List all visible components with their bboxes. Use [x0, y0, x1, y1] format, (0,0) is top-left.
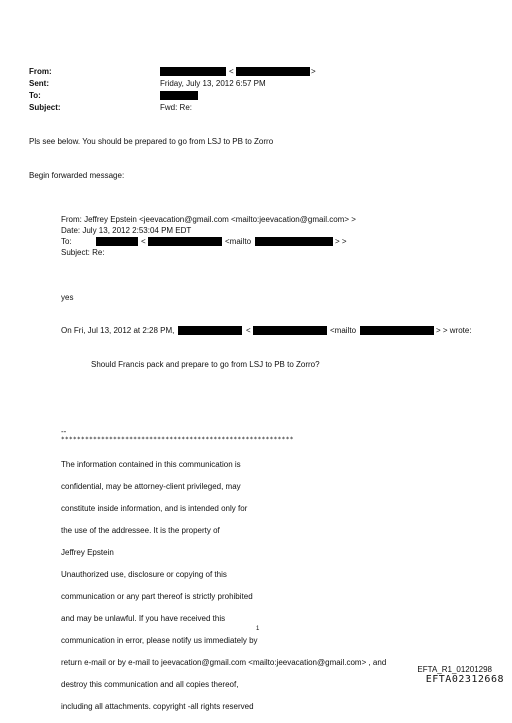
begin-forwarded: Begin forwarded message: — [29, 171, 125, 180]
reply-yes: yes — [61, 293, 74, 302]
forwarded-to-label: To: — [61, 237, 72, 246]
reply-on-end: > > wrote: — [436, 326, 472, 335]
disclaimer-line: constitute inside information, and is intended only for — [61, 504, 248, 513]
redaction-box — [236, 67, 310, 76]
from-lt: < — [229, 67, 234, 76]
redaction-box — [178, 326, 242, 335]
redaction-box — [148, 237, 222, 246]
to-label: To: — [29, 91, 41, 100]
redaction-box — [160, 91, 198, 100]
forwarded-from: From: Jeffrey Epstein <jeevacation@gmail.com <mailto:jeevacation@gmail.com> > — [61, 215, 356, 224]
disclaimer-line: destroy this communication and all copies thereof, — [61, 680, 239, 689]
forwarded-date: Date: July 13, 2012 2:53:04 PM EDT — [61, 226, 192, 235]
footer-ref-2: EFTA02312668 — [425, 674, 504, 685]
reply-on-mailto: <mailto — [330, 326, 357, 335]
from-label: From: — [29, 67, 52, 76]
subject-label: Subject: — [29, 103, 61, 112]
disclaimer-line: the use of the addressee. It is the property of — [61, 526, 220, 535]
reply-on-line: On Fri, Jul 13, 2012 at 2:28 PM, — [61, 326, 175, 335]
redaction-box — [96, 237, 138, 246]
from-gt: > — [311, 67, 316, 76]
reply-question: Should Francis pack and prepare to go from LSJ to PB to Zorro? — [91, 360, 320, 369]
disclaimer-line: including all attachments. copyright -all rights reserved — [61, 702, 254, 711]
subject-value: Fwd: Re: — [160, 103, 193, 112]
page-number: 1 — [256, 626, 260, 632]
redaction-box — [360, 326, 434, 335]
signature-stars: ********************************************************** — [61, 436, 294, 443]
redaction-box — [255, 237, 333, 246]
forwarded-to-end: > > — [335, 237, 347, 246]
sent-value: Friday, July 13, 2012 6:57 PM — [160, 79, 266, 88]
disclaimer-line: Unauthorized use, disclosure or copying of this — [61, 570, 227, 579]
redaction-box — [253, 326, 327, 335]
forwarded-to-lt: < — [141, 237, 146, 246]
reply-on-lt: < — [246, 326, 251, 335]
redaction-box — [160, 67, 226, 76]
signature-dashes: -- — [61, 427, 67, 436]
disclaimer-line: return e-mail or by e-mail to jeevacation@gmail.com <mailto:jeevacation@gmail.com> , and — [61, 658, 387, 667]
forwarded-to-mailto: <mailto — [225, 237, 252, 246]
disclaimer-line: Jeffrey Epstein — [61, 548, 114, 557]
disclaimer-line: communication in error, please notify us immediately by — [61, 636, 258, 645]
sent-label: Sent: — [29, 79, 49, 88]
disclaimer-line: communication or any part thereof is strictly prohibited — [61, 592, 253, 601]
disclaimer-line: confidential, may be attorney-client privileged, may — [61, 482, 241, 491]
disclaimer-line: and may be unlawful. If you have received this — [61, 614, 226, 623]
disclaimer-block — [61, 448, 386, 723]
forwarded-subject: Subject: Re: — [61, 248, 105, 257]
intro-text: Pls see below. You should be prepared to go from LSJ to PB to Zorro — [29, 137, 274, 146]
disclaimer-line: The information contained in this communication is — [61, 460, 241, 469]
footer-ref-1: EFTA_R1_01201298 — [417, 665, 492, 674]
